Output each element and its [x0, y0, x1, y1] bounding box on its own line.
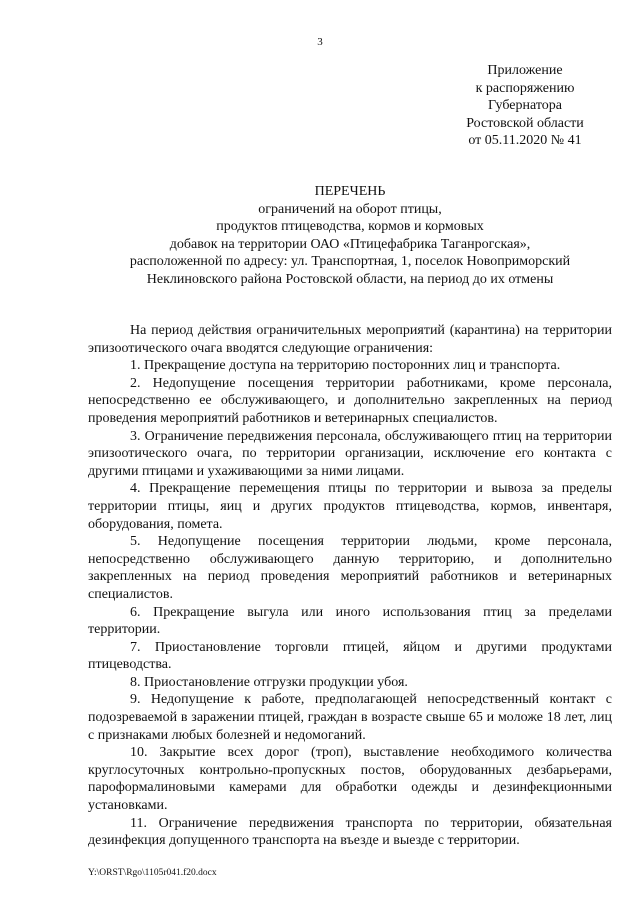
list-item: 2. Недопущение посещения территории работниками, кроме персонала, непосредственно ее обслуживающего, и дополнительно закрепленных на период проведения мероприятий работников и ветеринарных специалистов. — [88, 375, 612, 426]
title-line: добавок на территории ОАО «Птицефабрика Таганрогская», — [169, 236, 531, 252]
title-line: расположенной по адресу: ул. Транспортная, 1, поселок Новоприморский — [129, 254, 571, 269]
intro-paragraph: На период действия ограничительных мероприятий (карантина) на территории эпизоотического очага вводятся следующие ограничения: — [88, 323, 612, 356]
list-item: 11. Ограничение передвижения транспорта по территории, обязательная дезинфекция допущенного транспорта на въезде и выезде с территории. — [88, 815, 612, 849]
document-title — [75, 183, 625, 288]
title-line: ограничений на оборот птицы, — [258, 201, 442, 217]
list-item: 7. Приостановление торговли птицей, яйцом и другими продуктами птицеводства. — [88, 639, 612, 673]
list-item: 3. Ограничение передвижения персонала, обслуживающего птиц на территории эпизоотического очага, по территории организации, исключение его контакта с другими птицами и ухаживающими за ними лицами. — [88, 428, 612, 479]
title-line: продуктов птицеводства, кормов и кормовых — [216, 219, 484, 234]
appendix-line: от 05.11.2020 № 41 — [468, 133, 582, 148]
appendix-line: Ростовской области — [466, 115, 584, 131]
document-body — [88, 322, 612, 850]
list-item: 8. Приостановление отгрузки продукции убоя. — [130, 674, 408, 690]
appendix-line: Приложение — [487, 63, 563, 78]
title-heading: ПЕРЕЧЕНЬ — [314, 184, 386, 199]
appendix-line: к распоряжению — [475, 80, 575, 96]
list-item: 10. Закрытие всех дорог (троп), выставление необходимого количества круглосуточных контрольно-пропускных постов, оборудованных дезбарьерами, пароформалиновыми камерами для обработки одежды и дезинфекционными установками. — [88, 745, 612, 814]
appendix-line: Губернатора — [487, 98, 563, 113]
page-number: 3 — [317, 36, 323, 48]
list-item: 6. Прекращение выгула или иного использования птиц за пределами территории. — [88, 604, 612, 638]
list-item: 5. Недопущение посещения территории людьми, кроме персонала, непосредственно обслуживающего данную территорию, и дополнительно закрепленных на период проведения мероприятий работников и ветеринарных специалистов. — [88, 534, 612, 602]
title-line: Неклиновского района Ростовской области, на период до их отмены — [146, 271, 554, 287]
list-item: 9. Недопущение к работе, предполагающей непосредственный контакт с подозреваемой в заражении птицей, граждан в возрасте свыше 65 и моложе 18 лет, лиц с признаками любых болезней и недомоганий. — [88, 692, 612, 743]
list-item: 4. Прекращение перемещения птицы по территории и вывоза за пределы территории птицы, яиц и других продуктов птицеводства, кормов, инвентаря, оборудования, помета. — [88, 481, 612, 532]
file-path-footer: Y:\ORST\Rgo\1105r041.f20.docx — [88, 868, 217, 878]
appendix-header — [440, 62, 610, 150]
list-item: 1. Прекращение доступа на территорию посторонних лиц и транспорта. — [130, 358, 561, 374]
